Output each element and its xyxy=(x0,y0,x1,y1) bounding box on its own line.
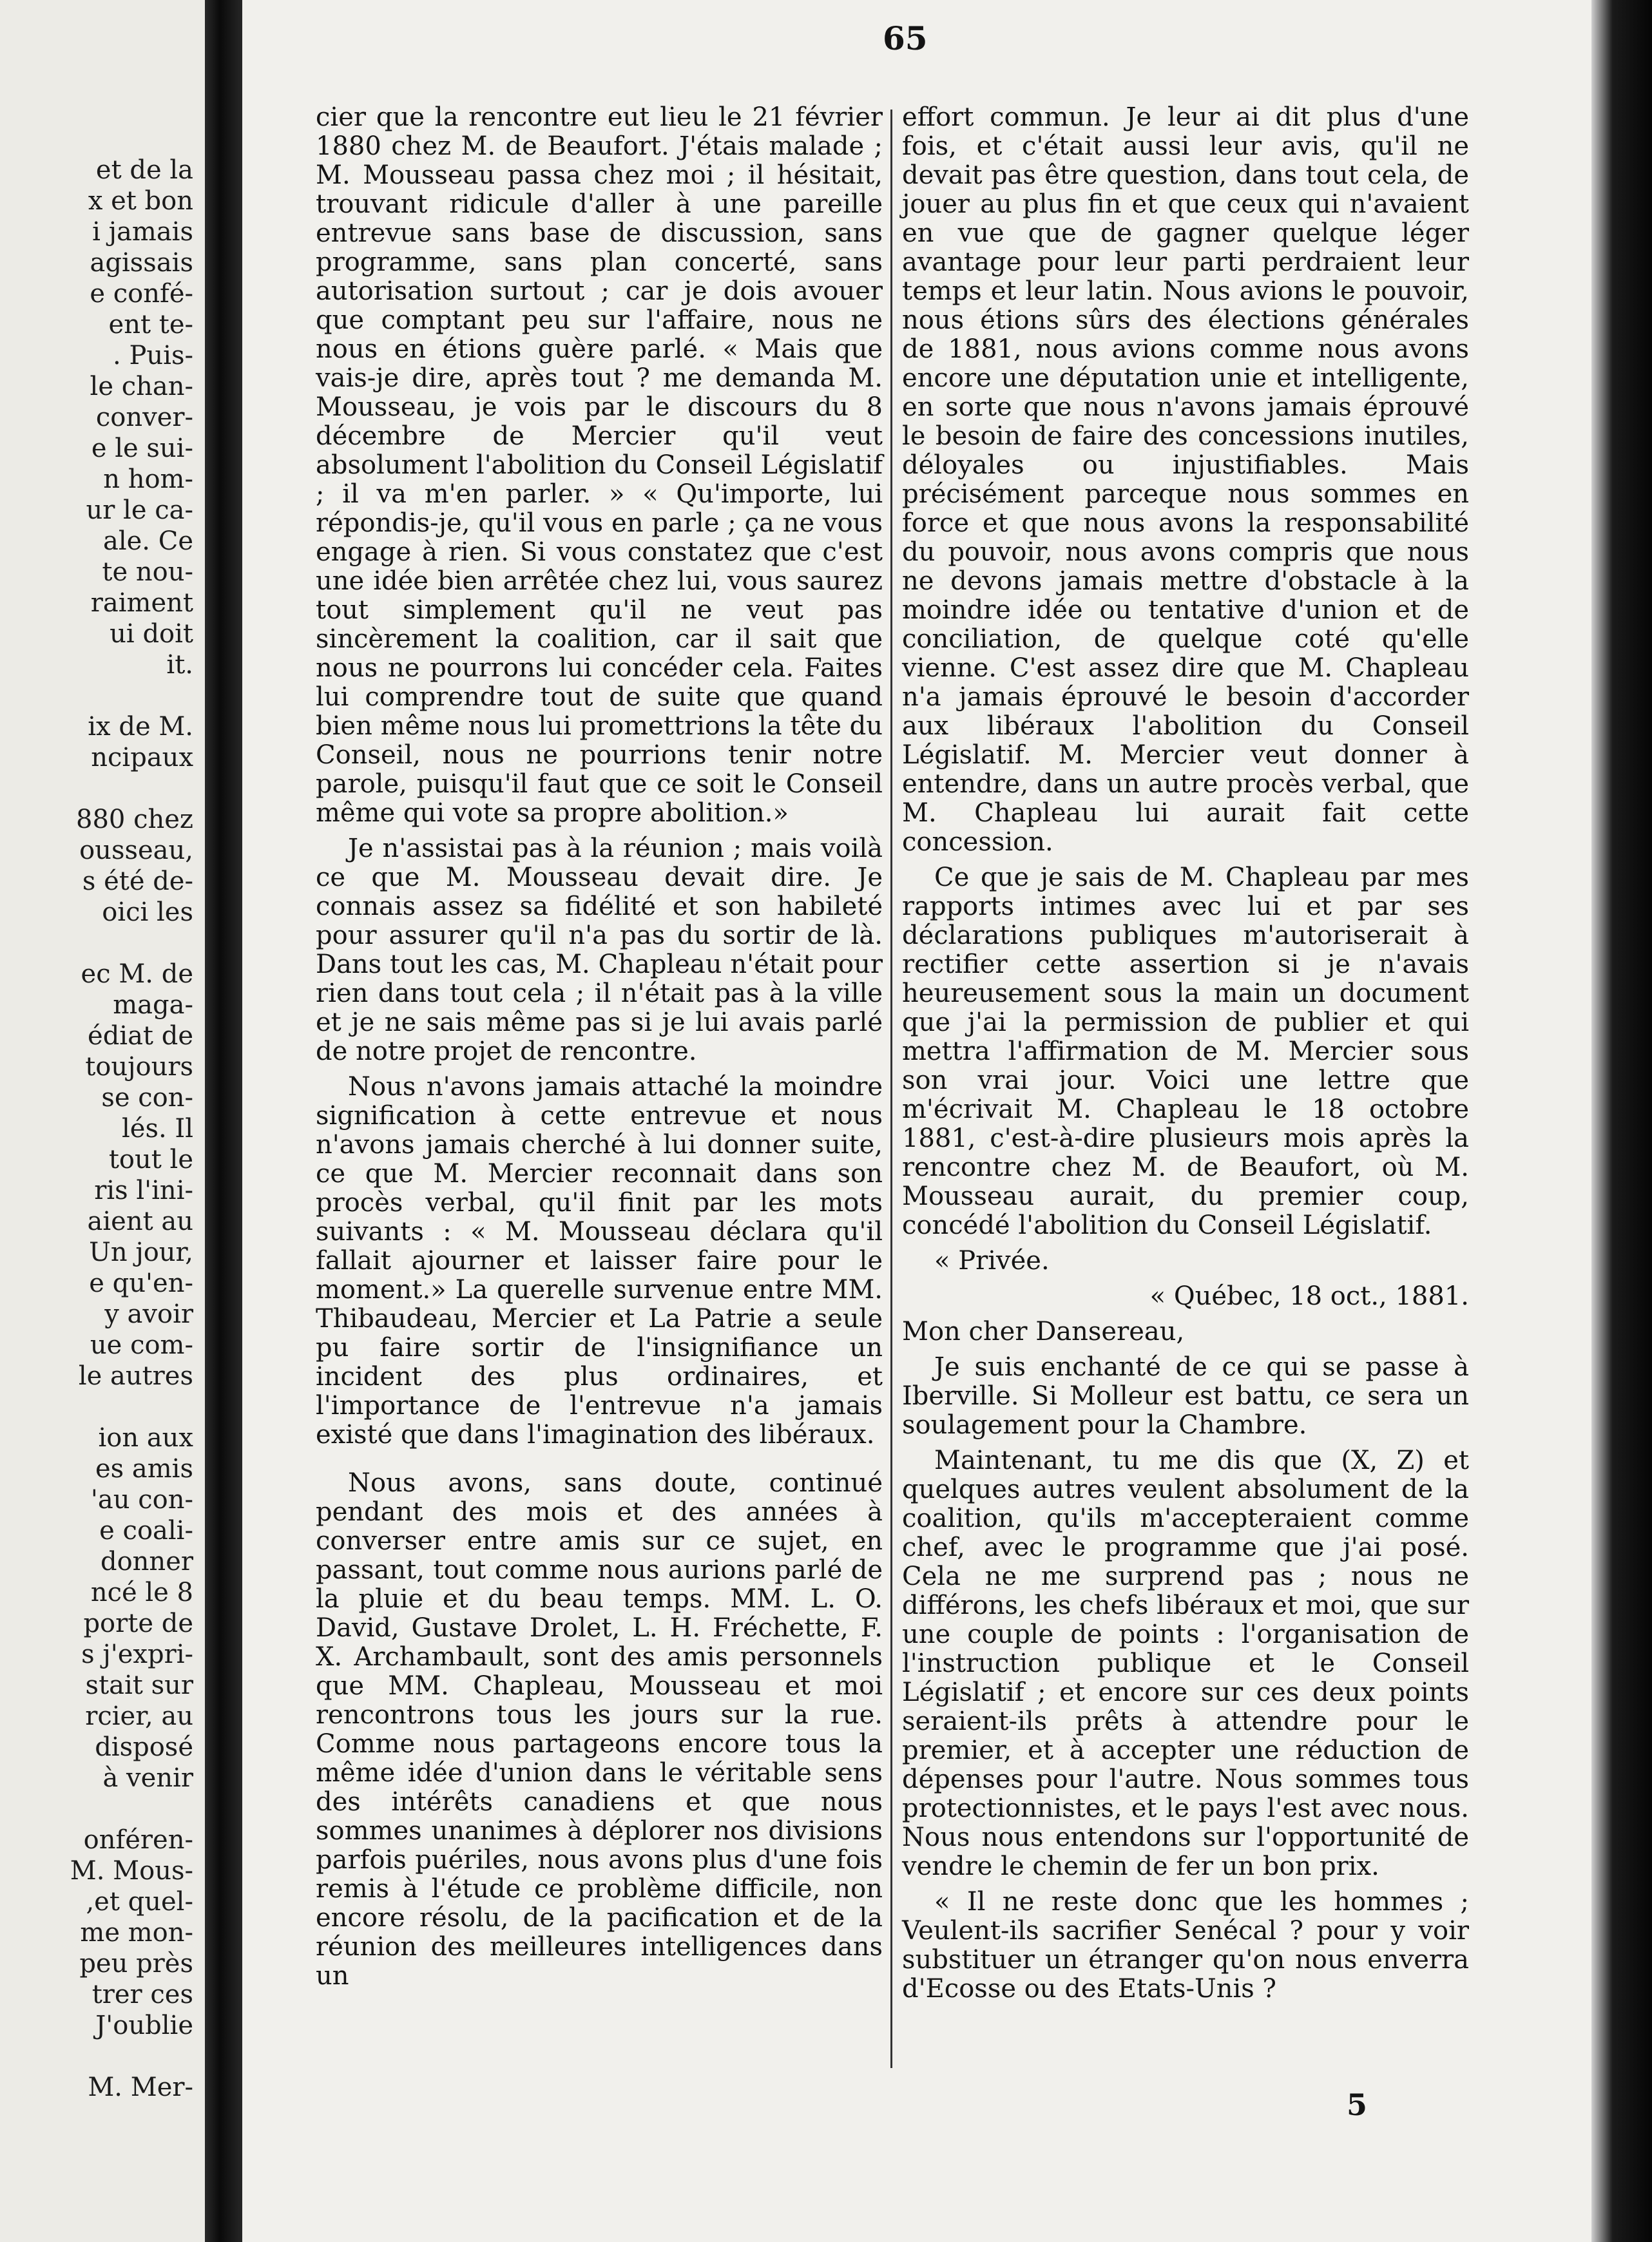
previous-page-fragment: à venir xyxy=(102,1763,193,1793)
previous-page-fragment: 'au con- xyxy=(90,1485,193,1515)
paragraph: cier que la rencontre eut lieu le 21 février 1880 chez M. de Beaufort. J'étais malade ; M. Mousseau passa chez moi ; il hésitait, trouvant ridicule d'aller à une pareille entrevue sans base de discussion, sans programme, sans plan concerté, sans autorisation surtout ; car je dois avouer que comptant peu sur l'affaire, nous ne nous en étions guère parlé. « Mais que vais-je dire, après tout ? me demanda M. Mousseau, je vois par le discours du 8 décembre de Mercier qu'il veut absolument l'abolition du Conseil Législatif ; il va m'en parler. » « Qu'importe, lui répondis-je, qu'il vous en parle ; ça ne vous engage à rien. Si vous constatez que c'est une idée bien arrêtée chez lui, vous saurez tout simplement qu'il ne veut pas sincèrement la coalition, car il sait que nous ne pourrons lui concéder cela. Faites lui comprendre tout de suite que quand bien même nous lui promettrions la tête du Conseil, nous ne pourrions tenir notre parole, puisqu'il faut que ce soit le Conseil même qui vote sa propre abolition.» xyxy=(316,102,883,828)
previous-page-fragment: ale. Ce xyxy=(102,526,193,556)
previous-page-fragment: se con- xyxy=(101,1083,193,1113)
paragraph: Nous n'avons jamais attaché la moindre signification à cette entrevue et nous n'avons jamais cherché à lui donner suite, ce que M. Mercier reconnait dans son procès verbal, qu'il finit par les mots suivants : « M. Mousseau déclara qu'il fallait ajourner et laisser faire pour le moment.» La querelle survenue entre MM. Thibaudeau, Mercier et La Patrie a seule pu faire sortir de l'insignifiance un incident des plus ordinaires, et l'importance de l'entrevue n'a jamais existé que dans l'imagination des libéraux. xyxy=(316,1072,883,1450)
previous-page-fragment: raiment xyxy=(90,588,193,618)
paragraph: « Privée. xyxy=(934,1246,1050,1276)
paragraph: Maintenant, tu me dis que (X, Z) et quelques autres veulent absolument de la coalition, qu'ils m'accepteraient comme chef, avec le programme que j'ai posé. Cela ne me surprend pas ; nous ne différons, les chefs libéraux et moi, que sur une couple de points : l'organisation de l'instruction publique et le Conseil Législatif ; et encore sur ces deux points seraient-ils prêts à attendre pour le premier, et à accepter une réduction de dépenses pour l'autre. Nous sommes tous protectionnistes, et le pays l'est avec nous. Nous nous entendons sur l'opportunité de vendre le chemin de fer un bon prix. xyxy=(902,1446,1469,1881)
previous-page-fragment: e le sui- xyxy=(91,434,193,463)
book-gutter xyxy=(205,0,242,2242)
previous-page-fragment: me mon- xyxy=(80,1918,193,1948)
previous-page-fragment: ue com- xyxy=(90,1330,193,1360)
previous-page-fragment: . Puis- xyxy=(113,341,193,370)
paragraph: « Il ne reste donc que les hommes ; Veulent-ils sacrifier Senécal ? pour y voir substituer un étranger qu'on nous enverra d'Ecosse ou des Etats-Unis ? xyxy=(902,1887,1469,2004)
previous-page-fragment: ent te- xyxy=(108,310,193,340)
paragraph: Je n'assistai pas à la réunion ; mais voilà ce que M. Mousseau devait dire. Je connais assez sa fidélité et son habileté pour assurer qu'il n'a pas du sortir de là. Dans tout les cas, M. Chapleau n'était pour rien dans tout cela ; il n'était pas à la ville et je ne sais même pas si je lui avais parlé de notre projet de rencontre. xyxy=(316,834,883,1066)
previous-page-fragment: M. Mer- xyxy=(88,2073,193,2102)
previous-page-fragment: ur le ca- xyxy=(86,495,193,525)
previous-page-fragment: ris l'ini- xyxy=(94,1176,193,1205)
right-column xyxy=(902,103,1469,2010)
paragraph: effort commun. Je leur ai dit plus d'une fois, et c'était aussi leur avis, qu'il ne devait pas être question, dans tout cela, de jouer au plus fin et que ceux qui n'avaient en vue que de gagner quelque léger avantage pour leur parti perdraient leur temps et leur latin. Nous avions le pouvoir, nous étions sûrs des élections générales de 1881, nous avions comme nous avons encore une députation unie et intelligente, en sorte que nous n'avons jamais éprouvé le besoin de faire des concessions inutiles, déloyales ou injustifiables. Mais précisément parceque nous sommes en force et que nous avons la responsabilité du pouvoir, nous avons compris que nous ne devons jamais mettre d'obstacle à la moindre idée ou tentative d'union et de conciliation, de quelque coté qu'elle vienne. C'est assez dire que M. Chapleau n'a jamais éprouvé le besoin d'accorder aux libéraux l'abolition du Conseil Législatif. M. Mercier veut donner à entendre, dans un autre procès verbal, que M. Chapleau lui aurait fait cette concession. xyxy=(902,102,1469,857)
previous-page-fragment: 880 chez xyxy=(76,805,193,834)
previous-page-fragment: oici les xyxy=(102,897,193,927)
previous-page-fragment: ec M. de xyxy=(81,959,193,989)
previous-page-fragment: peu près xyxy=(79,1949,193,1979)
previous-page-fragment: ,et quel- xyxy=(86,1887,193,1917)
previous-page-fragment: onféren- xyxy=(83,1825,193,1855)
paragraph: Ce que je sais de M. Chapleau par mes rapports intimes avec lui et par ses déclarations publiques m'autoriserait à rectifier cette assertion si je n'avais heureusement sous la main un document que j'ai la permission de publier et qui mettra l'affirmation de M. Mercier sous son vrai jour. Voici une lettre que m'écrivait M. Chapleau le 18 octobre 1881, c'est-à-dire plusieurs mois après la rencontre chez M. de Beaufort, où M. Mousseau aurait, du premier coup, concédé l'abolition du Conseil Législatif. xyxy=(902,863,1469,1240)
previous-page-fragment: donner xyxy=(100,1547,193,1576)
paragraph: Je suis enchanté de ce qui se passe à Iberville. Si Molleur est battu, ce sera un soulagement pour la Chambre. xyxy=(902,1352,1469,1440)
previous-page-fragment: es amis xyxy=(95,1454,193,1484)
previous-page-fragment: ix de M. xyxy=(88,712,193,742)
previous-page-fragment: trer ces xyxy=(91,1980,193,2009)
previous-page-fragment: aient au xyxy=(87,1207,193,1236)
previous-page-fragment: J'oublie xyxy=(95,2011,193,2040)
previous-page-fragment: et de la xyxy=(95,155,193,185)
previous-page-fragment: lés. Il xyxy=(121,1114,193,1144)
left-column xyxy=(316,103,883,1997)
previous-page-fragment: stait sur xyxy=(85,1671,193,1700)
previous-page-edge xyxy=(0,0,205,2242)
previous-page-fragment: le autres xyxy=(78,1361,193,1391)
previous-page-fragment: e qu'en- xyxy=(89,1269,193,1298)
previous-page-fragment: agissais xyxy=(90,248,193,278)
previous-page-fragment: s été de- xyxy=(82,867,193,896)
previous-page-fragment: e confé- xyxy=(90,279,193,309)
page-edge-shadow xyxy=(1591,0,1652,2242)
previous-page-fragment: n hom- xyxy=(103,465,193,494)
letter-date: « Québec, 18 oct., 1881. xyxy=(1149,1281,1469,1311)
previous-page-fragment: rcier, au xyxy=(85,1701,193,1731)
previous-page-fragment: disposé xyxy=(95,1732,193,1762)
previous-page-fragment: s j'expri- xyxy=(81,1640,193,1669)
previous-page-fragment: porte de xyxy=(83,1609,193,1638)
previous-page-fragment: le chan- xyxy=(90,372,193,401)
previous-page-fragment: it. xyxy=(166,650,193,680)
column-divider xyxy=(890,110,892,2068)
previous-page-fragment: ncé le 8 xyxy=(90,1578,193,1607)
paragraph: Nous avons, sans doute, continué pendant des mois et des années à converser entre amis sur ce sujet, en passant, tout comme nous aurions parlé de la pluie et du beau temps. MM. L. O. David, Gustave Drolet, L. H. Fréchette, F. X. Archambault, sont des amis personnels que MM. Chapleau, Mousseau et moi rencontrons tous les jours sur la rue. Comme nous partageons encore tous la même idée d'union dans le véritable sens des intérêts canadiens et que nous sommes unanimes à déplorer nos divisions parfois puériles, nous avons plus d'une fois remis à l'étude ce problème difficile, non encore résolu, de la pacification et de la réunion des meilleures intelligences dans un xyxy=(316,1468,883,1991)
previous-page-fragment: édiat de xyxy=(88,1021,193,1051)
previous-page-fragment: ion aux xyxy=(98,1423,193,1453)
previous-page-fragment: maga- xyxy=(113,990,193,1020)
previous-page-fragment: i jamais xyxy=(92,217,193,247)
previous-page-fragment: x et bon xyxy=(88,186,193,216)
previous-page-fragment: y avoir xyxy=(104,1299,193,1329)
previous-page-fragment: ousseau, xyxy=(79,836,193,865)
previous-page-fragment: ncipaux xyxy=(91,743,193,772)
previous-page-fragment: te nou- xyxy=(102,557,193,587)
previous-page-fragment: ui doit xyxy=(110,619,193,649)
previous-page-fragment: tout le xyxy=(108,1145,193,1174)
previous-page-fragment: M. Mous- xyxy=(70,1856,193,1886)
previous-page-fragment: Un jour, xyxy=(89,1238,193,1267)
previous-page-fragment: toujours xyxy=(85,1052,193,1082)
previous-page-fragment: e coali- xyxy=(99,1516,193,1546)
previous-page-fragment: conver- xyxy=(95,403,193,432)
letter-salutation: Mon cher Dansereau, xyxy=(902,1317,1185,1346)
signature-mark: 5 xyxy=(1347,2087,1368,2122)
page-number: 65 xyxy=(883,19,928,57)
